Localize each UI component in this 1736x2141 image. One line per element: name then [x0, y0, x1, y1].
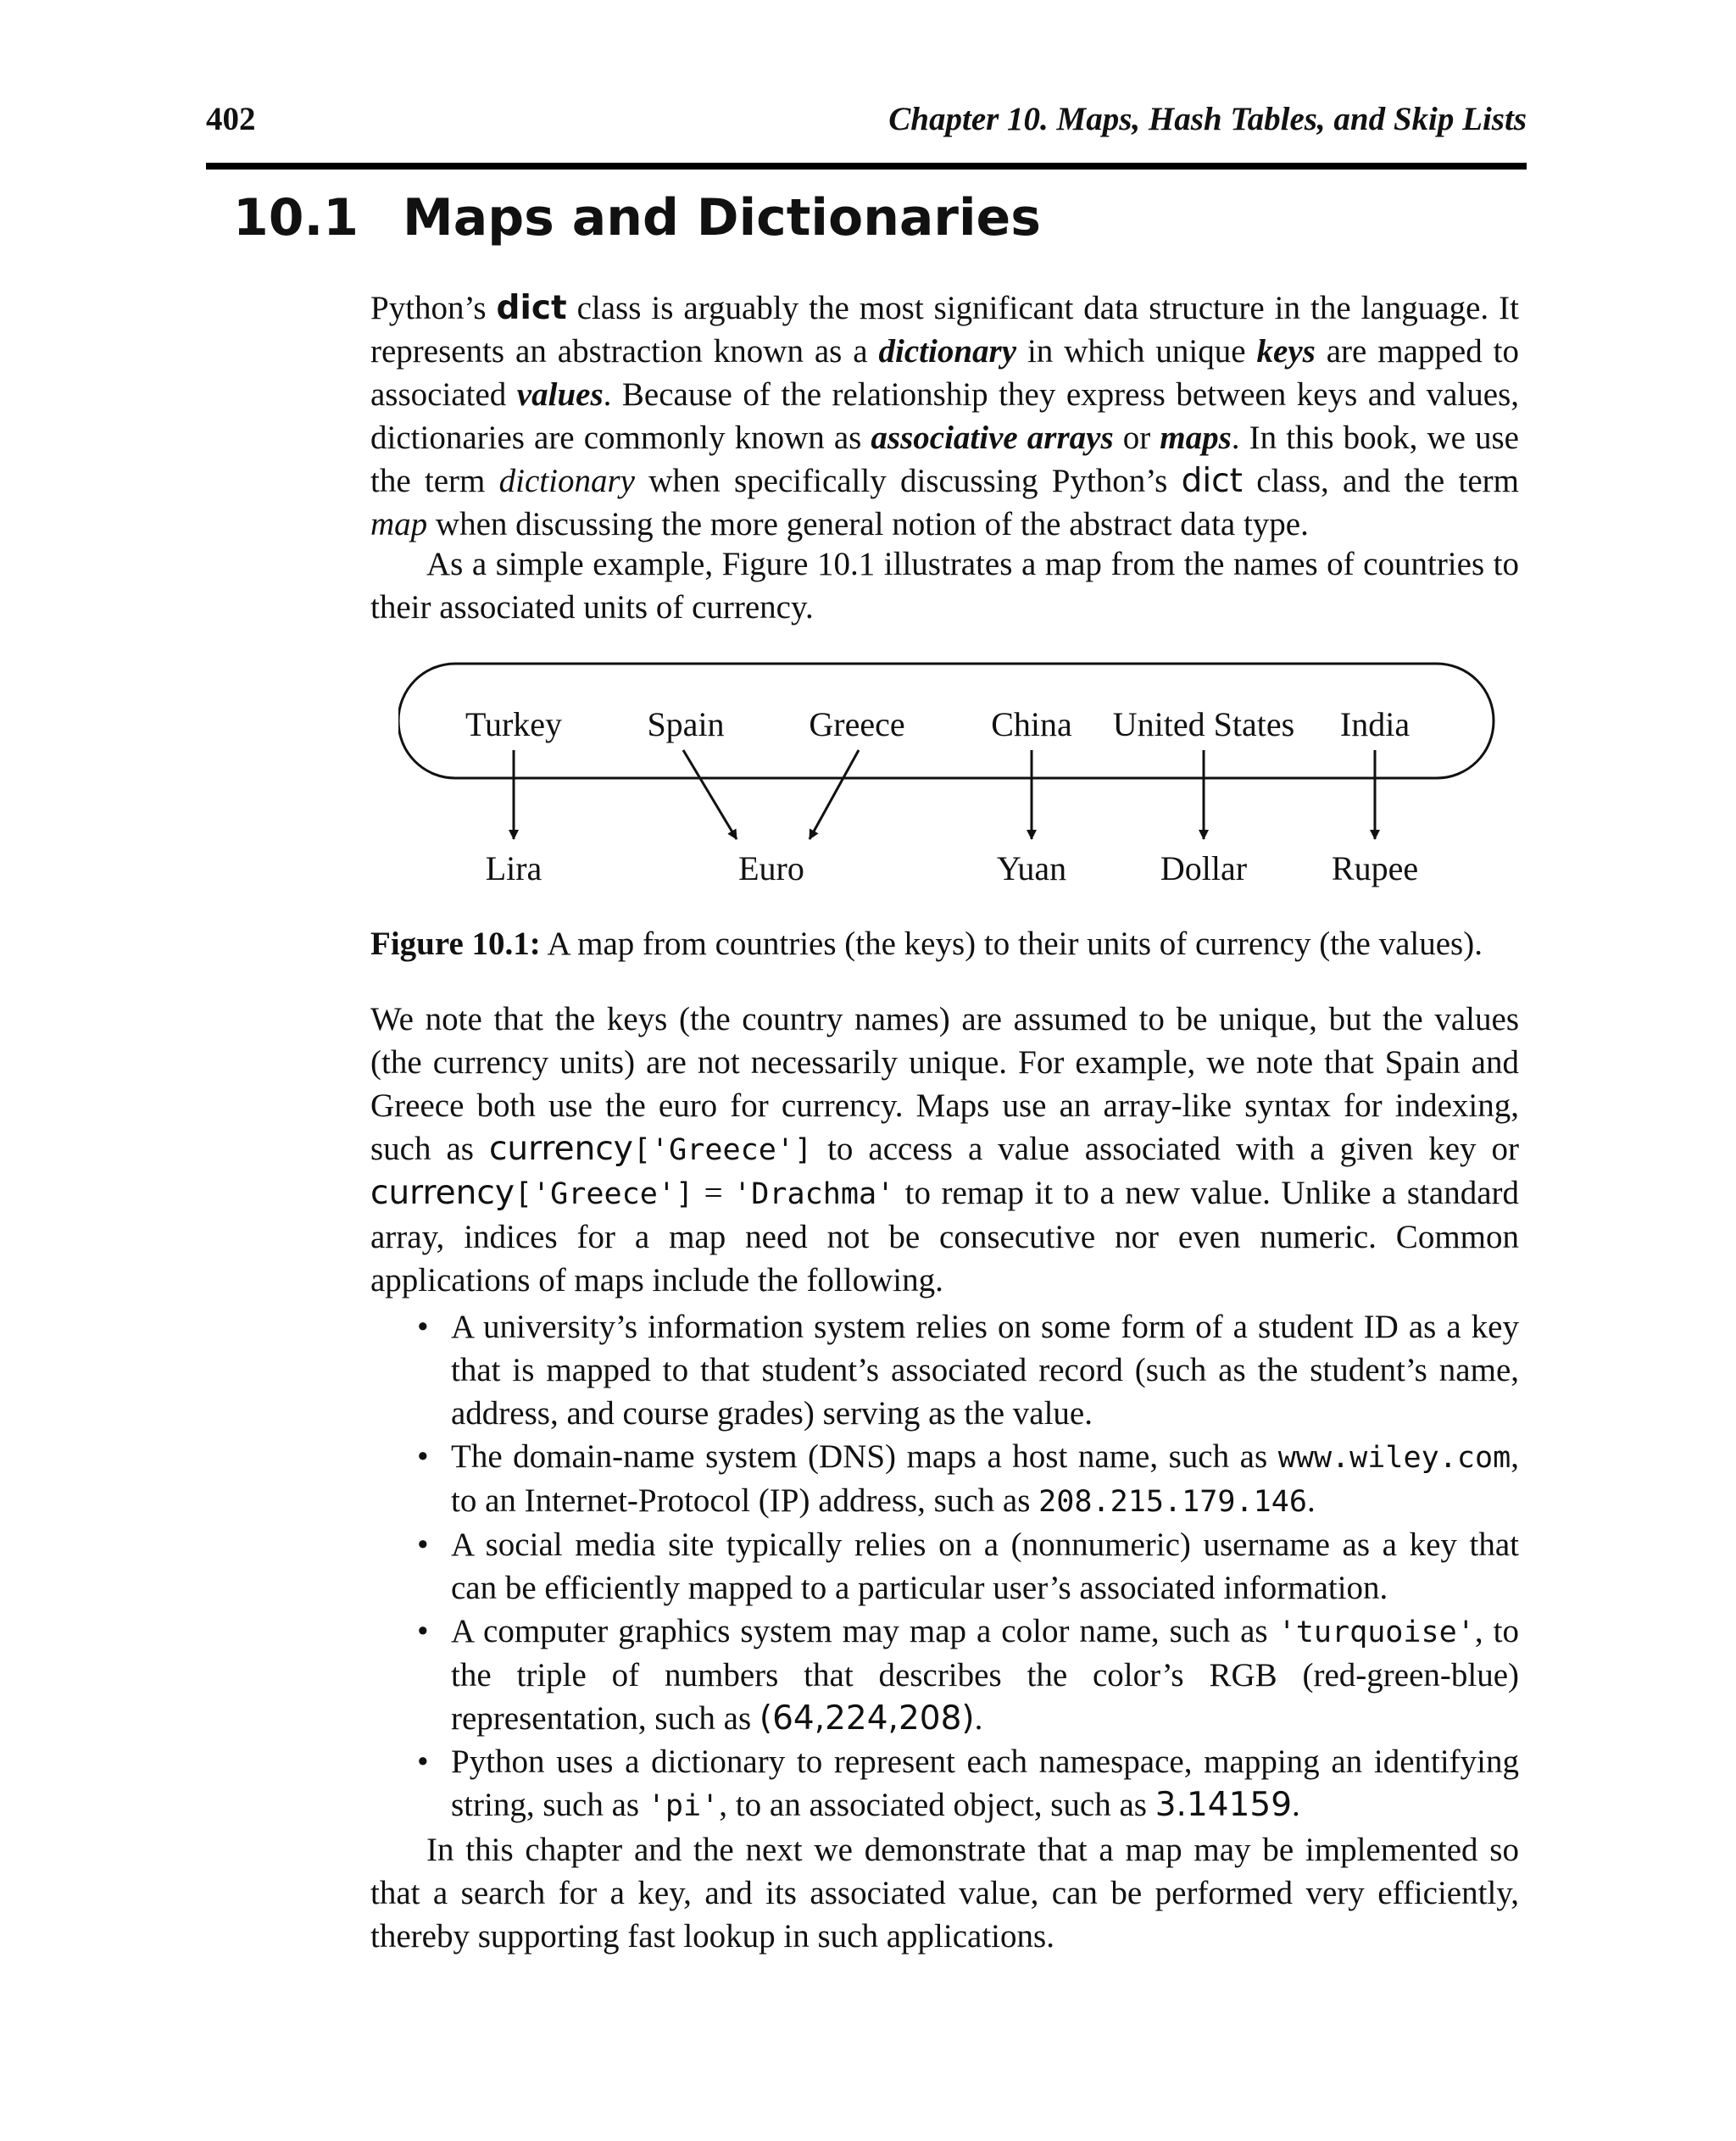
figure-country-currency-map	[398, 661, 1496, 903]
bullet-icon: •	[417, 1613, 429, 1649]
key-label: United States	[1112, 705, 1295, 743]
code-currency: currency	[370, 1174, 515, 1212]
list-item	[370, 1740, 1519, 1827]
chapter-title: Chapter 10. Maps, Hash Tables, and Skip Lists	[888, 101, 1527, 137]
code-currency: currency	[488, 1130, 633, 1168]
text-run: class, and the term	[1242, 463, 1519, 499]
text-run: to remap it to a new value. Unlike a standard array, indices for a map need not be consecutive nor even numeric. Common applications of maps include the following.	[370, 1175, 1519, 1299]
term-maps: maps	[1160, 420, 1232, 456]
term-associative-arrays: associative arrays	[871, 420, 1114, 456]
term-values: values	[516, 376, 604, 413]
header-rule	[206, 163, 1527, 170]
running-head	[206, 100, 1527, 141]
list-item-text: .	[1306, 1482, 1316, 1519]
figure-caption	[370, 922, 1519, 965]
text-run: when specifically discussing Python’s	[634, 463, 1182, 499]
list-item	[370, 1305, 1519, 1435]
example-paragraph: As a simple example, Figure 10.1 illustrates a map from the names of countries to their associated units of currency.	[370, 546, 1519, 626]
list-item-text: A university’s information system relies on some form of a student ID as a key that is mapped to that student’s associated record (such as the student’s name, address, and course grades) serving as the value.	[451, 1309, 1519, 1432]
list-item-text: A computer graphics system may map a color name, such as	[451, 1613, 1278, 1649]
list-item-text: .	[1292, 1787, 1300, 1823]
page-number: 402	[206, 101, 256, 137]
emph-dictionary: dictionary	[498, 463, 635, 499]
list-item	[370, 1523, 1519, 1610]
value-label: Dollar	[1160, 849, 1248, 887]
section-number: 10.1	[233, 188, 359, 247]
text-run: =	[693, 1175, 734, 1211]
text-run: We note that the keys (the country names) are assumed to be unique, but the values (the currency units) are not necessarily unique. For example, we note that Spain and Greece both use the euro for currency. Maps use an array-like syntax for indexing, such as	[370, 1001, 1519, 1167]
intro-paragraph	[370, 286, 1519, 546]
arrow-greece-euro	[810, 750, 859, 839]
code-ip-address: 208.215.179.146	[1038, 1484, 1307, 1519]
term-keys: keys	[1256, 333, 1316, 370]
value-label: Yuan	[996, 849, 1067, 887]
value-label: Lira	[485, 849, 542, 887]
keys-container	[398, 664, 1494, 778]
dict-keyword: dict	[496, 289, 567, 327]
arrow-spain-euro	[683, 750, 737, 839]
code-pi-value: 3.14159	[1155, 1786, 1293, 1824]
emph-map: map	[370, 506, 428, 542]
list-item-text: , to an associated object, such as	[719, 1787, 1155, 1823]
closing-paragraph: In this chapter and the next we demonstrate that a map may be implemented so that a search for a key, and its associated value, can be performed very efficiently, thereby supporting fast lookup in such applications.	[370, 1832, 1519, 1955]
caption-label: Figure 10.1:	[370, 926, 541, 962]
text-run: are mapped to associated	[370, 333, 1519, 413]
key-label: Greece	[809, 705, 905, 743]
bullet-icon: •	[417, 1309, 429, 1345]
term-dictionary: dictionary	[878, 333, 1017, 370]
key-label: Turkey	[465, 705, 563, 743]
code-index: ['Greece']	[514, 1176, 694, 1211]
code-pi: 'pi'	[647, 1788, 720, 1823]
map-diagram	[398, 661, 1496, 903]
text-run: or	[1113, 420, 1160, 456]
text-run: in which unique	[1016, 333, 1257, 370]
dict-keyword: dict	[1181, 462, 1243, 500]
code-hostname: www.wiley.com	[1277, 1440, 1511, 1475]
list-item-text: , to the triple of numbers that describes the color’s RGB (red-green-blue) representation, such as	[451, 1613, 1519, 1737]
section-title: Maps and Dictionaries	[403, 188, 1041, 247]
list-item	[370, 1610, 1519, 1740]
text-run: when discussing the more general notion of the abstract data type.	[427, 506, 1309, 542]
list-item-text: Python uses a dictionary to represent each namespace, mapping an identifying string, such as	[451, 1743, 1519, 1823]
text-run: . Because of the relationship they express between keys and values, dictionaries are commonly known as	[370, 376, 1519, 456]
applications-list	[370, 1305, 1519, 1827]
text-run: Python’s	[370, 290, 497, 326]
value-label: Rupee	[1331, 849, 1419, 887]
code-index: ['Greece']	[632, 1132, 813, 1167]
code-drachma: 'Drachma'	[733, 1176, 895, 1211]
bullet-icon: •	[417, 1743, 429, 1780]
value-label: Euro	[738, 849, 804, 887]
text-run: class is arguably the most significant data structure in the language. It represents an abstraction known as a	[370, 290, 1519, 370]
bullet-icon: •	[417, 1438, 429, 1475]
list-item	[370, 1435, 1519, 1523]
key-label: Spain	[647, 705, 725, 743]
list-item-text: A social media site typically relies on a (nonnumeric) username as a key that can be efficiently mapped to a particular user’s associated information.	[451, 1527, 1519, 1606]
body-paragraph	[370, 998, 1519, 1302]
code-turquoise: 'turquoise'	[1277, 1615, 1475, 1649]
key-label: India	[1339, 705, 1410, 743]
text-run: . In this book, we use the term	[370, 420, 1519, 499]
code-rgb-triple: (64,224,208)	[759, 1699, 975, 1738]
caption-text: A map from countries (the keys) to their units of currency (the values).	[540, 926, 1483, 962]
list-item-text: , to an Internet-Protocol (IP) address, such as	[451, 1438, 1519, 1519]
section-heading	[233, 188, 1041, 247]
key-label: China	[991, 705, 1072, 743]
list-item-text: .	[974, 1700, 983, 1737]
text-run: to access a value associated with a given key or	[812, 1131, 1519, 1167]
list-item-text: The domain-name system (DNS) maps a host name, such as	[451, 1438, 1278, 1475]
bullet-icon: •	[417, 1527, 429, 1563]
